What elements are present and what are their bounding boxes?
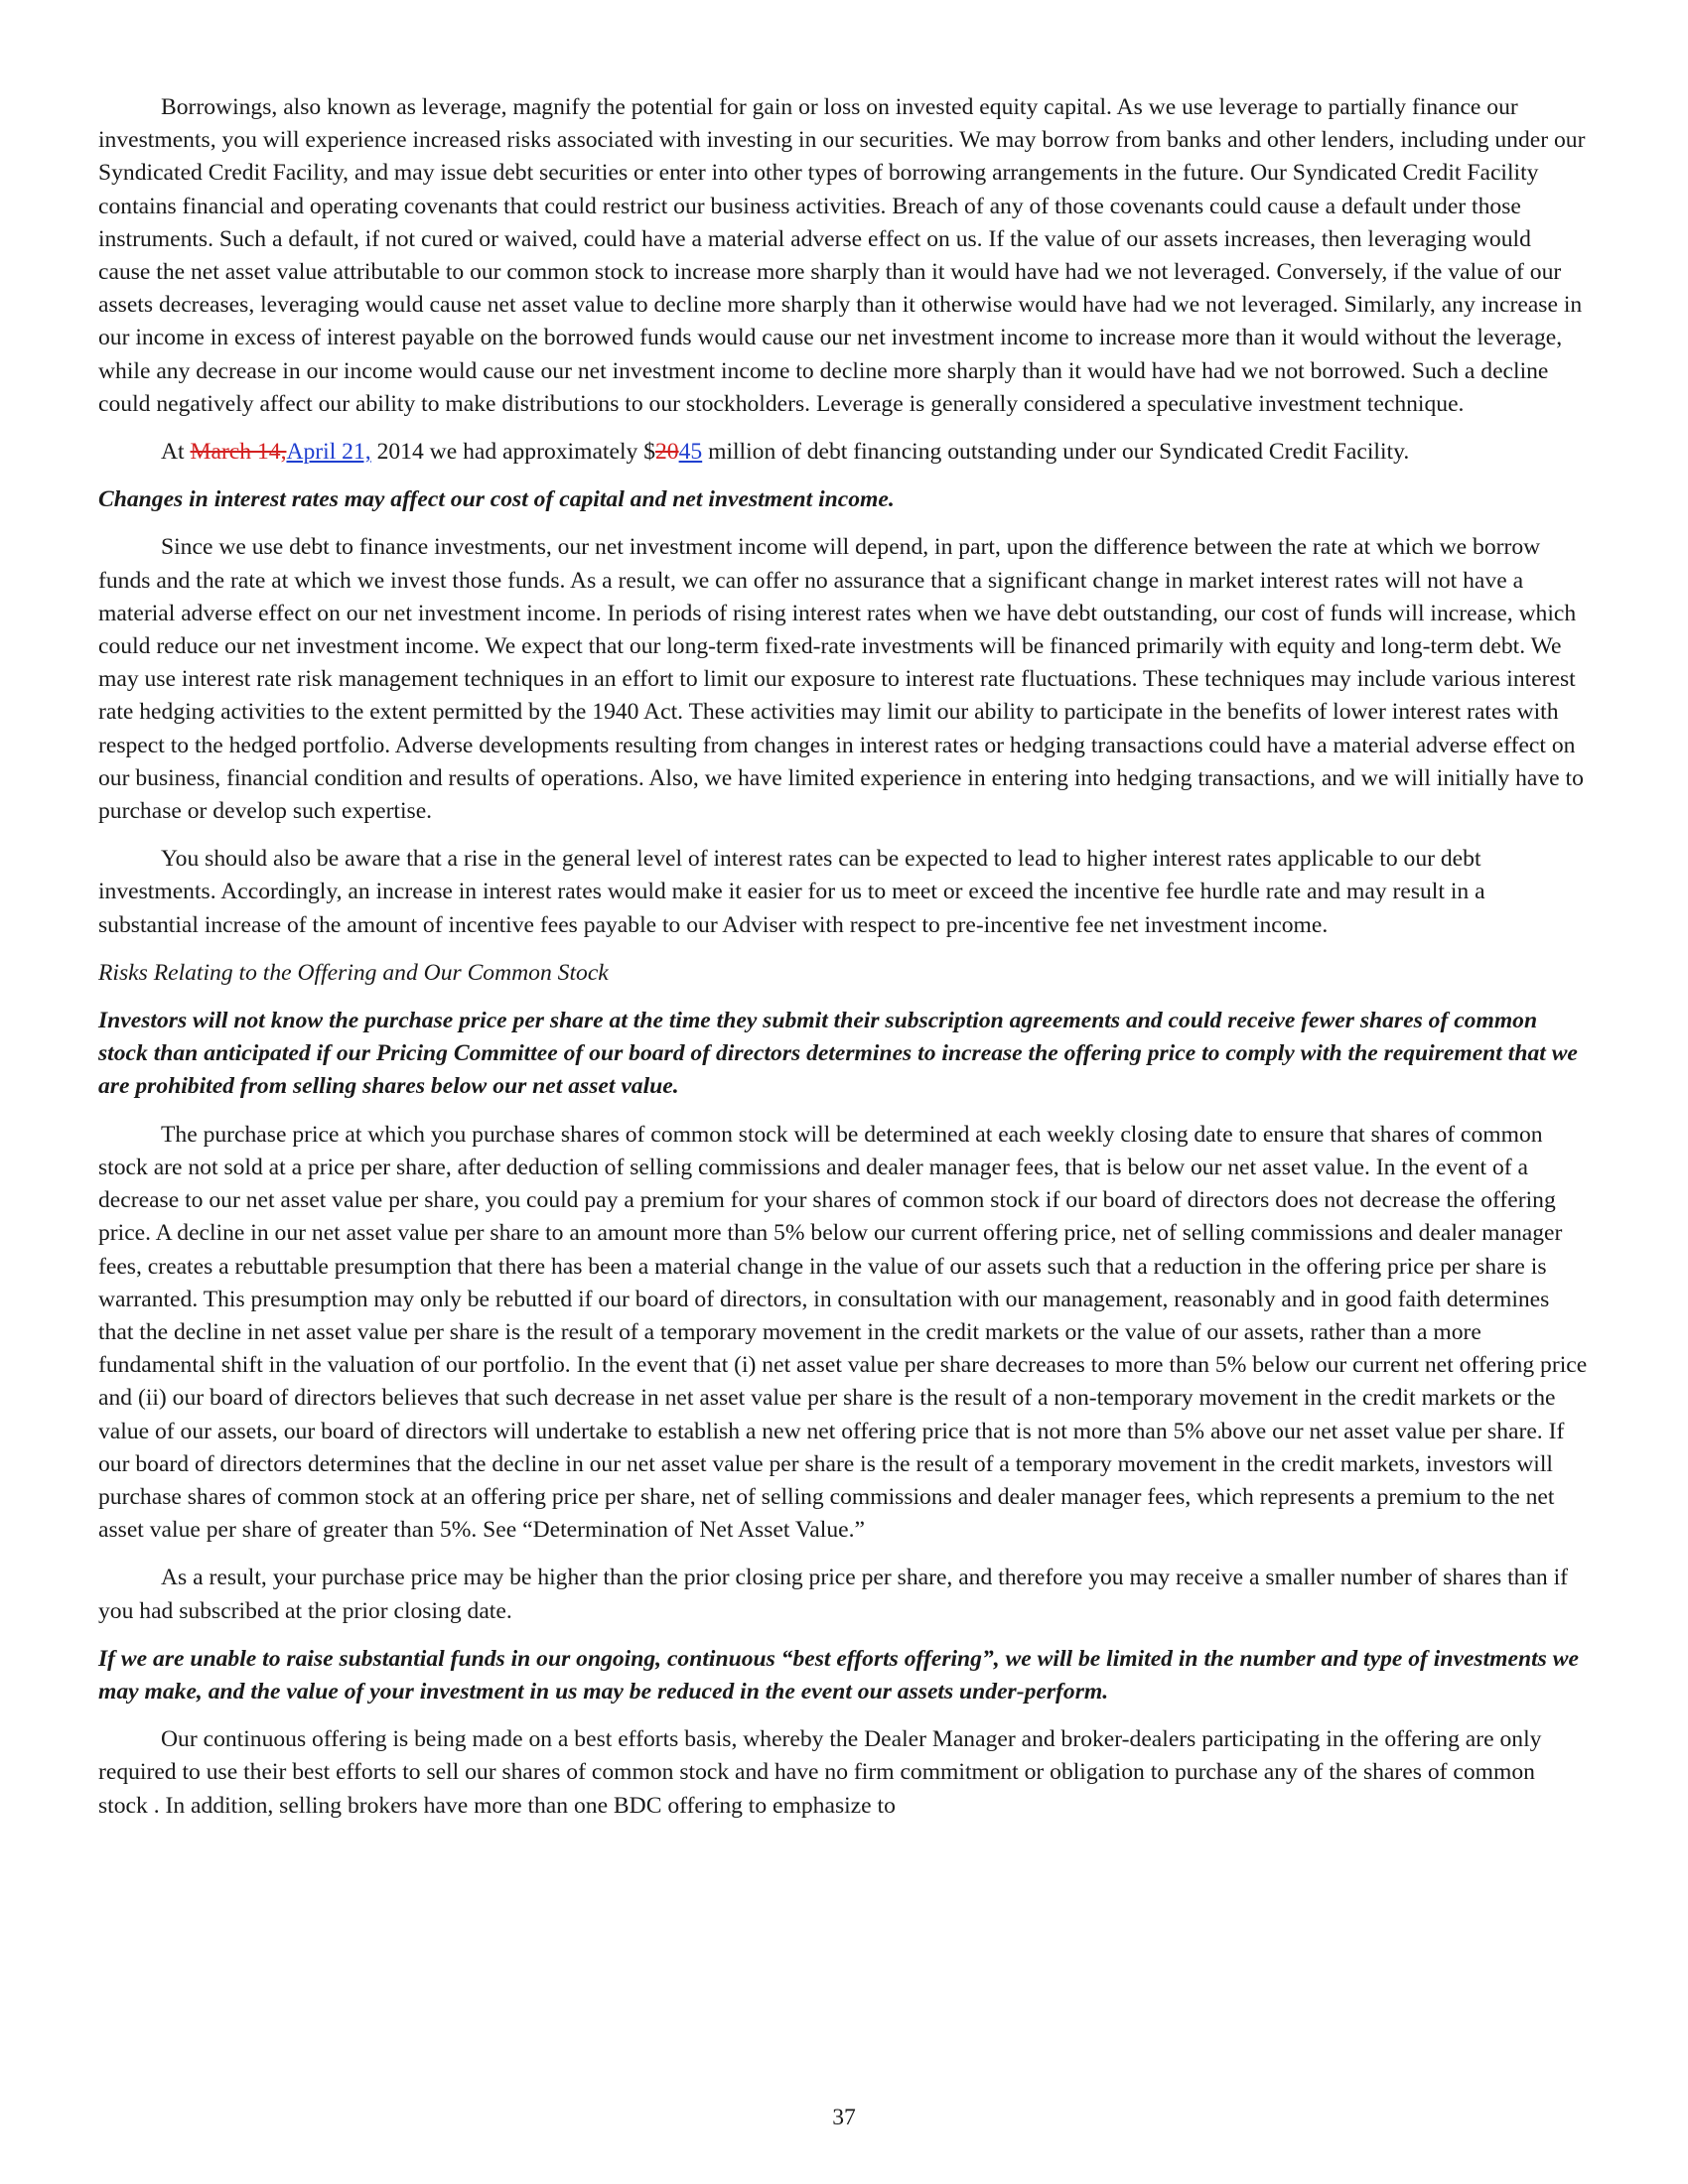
section-heading-offering-risks: Risks Relating to the Offering and Our Common Stock — [98, 959, 609, 986]
paragraph-debt-outstanding — [98, 436, 1589, 469]
paragraph-purchase-price: The purchase price at which you purchase shares of common stock will be determined at each weekly closing date to ensure that shares of common stock are not sold at a price per share, after deduction of selling commissions and dealer manager fees, that is below our net asset value. In the event of a decrease to our net asset value per share, you could pay a premium for your shares of common stock if our board of directors does not decrease the offering price. A decline in our net asset value per share to an amount more than 5% below our current offering price, net of selling commissions and dealer manager fees, creates a rebuttable presumption that there has been a material change in the value of our assets such that a reduction in the offering price per share is warranted. This presumption may only be rebutted if our board of directors, in consultation with our management, reasonably and in good faith determines that the decline in net asset value per share is the result of a temporary movement in the credit markets or the value of our assets, rather than a more fundamental shift in the valuation of our portfolio. In the event that (i) net asset value per share decreases to more than 5% below our current net offering price and (ii) our board of directors believes that such decrease in net asset value per share is the result of a non-temporary movement in the credit markets or the value of our assets, our board of directors will undertake to establish a new net offering price that is not more than 5% above our net asset value per share. If our board of directors determines that the decline in our net asset value per share is the result of a temporary movement in the credit markets, investors will purchase shares of common stock at an offering price per share, net of selling commissions and dealer manager fees, which represents a premium to the net asset value per share of greater than 5%. See “Determination of Net Asset Value.” — [98, 1121, 1588, 1544]
heading-best-efforts: If we are unable to raise substantial funds in our ongoing, continuous “best efforts offering”, we will be limited in the number and type of investments we may make, and the value of your investment in us may be reduced in the event our assets under-perform. — [98, 1645, 1579, 1705]
paragraph-interest-rates: Since we use debt to finance investments, our net investment income will depend, in part, upon the difference between the rate at which we borrow funds and the rate at which we invest those funds. As a result, we can offer no assurance that a significant change in market interest rates will not have a material adverse effect on our net investment income. In periods of rising interest rates when we have debt outstanding, our cost of funds will increase, which could reduce our net investment income. We expect that our long-term fixed-rate investments will be financed primarily with equity and long-term debt. We may use interest rate risk management techniques in an effort to limit our exposure to interest rate fluctuations. These techniques may include various interest rate hedging activities to the extent permitted by the 1940 Act. These activities may limit our ability to participate in the benefits of lower interest rates with respect to the hedged portfolio. Adverse developments resulting from changes in interest rates or hedging transactions could have a material adverse effect on our business, financial condition and results of operations. Also, we have limited experience in entering into hedging transactions, and we will initially have to purchase or develop such expertise. — [98, 534, 1584, 825]
inserted-text: April 21, — [286, 439, 371, 466]
text-segment: 2014 we had approximately $ — [370, 439, 655, 466]
paragraph-leverage: Borrowings, also known as leverage, magnify the potential for gain or loss on invested equity capital. As we use leverage to partially finance our investments, you will experience increased risks associated with investing in our securities. We may borrow from banks and other lenders, including under our Syndicated Credit Facility, and may issue debt securities or enter into other types of borrowing arrangements in the future. Our Syndicated Credit Facility contains financial and operating covenants that could restrict our business activities. Breach of any of those covenants could cause a default under those instruments. Such a default, if not cured or waived, could have a material adverse effect on us. If the value of our assets increases, then leveraging would cause the net asset value attributable to our common stock to increase more sharply than it would have had we not leveraged. Conversely, if the value of our assets decreases, leveraging would cause net asset value to decline more sharply than it otherwise would have had we not leveraged. Similarly, any increase in our income in excess of interest payable on the borrowed funds would cause our net investment income to increase more than it would without the leverage, while any decrease in our income would cause our net investment income to decline more sharply than it would have had we not borrowed. Such a decline could negatively affect our ability to make distributions to our stockholders. Leverage is generally considered a speculative investment technique. — [98, 94, 1586, 417]
paragraph-closing-price: As a result, your purchase price may be higher than the prior closing price per share, and therefore you may receive a smaller number of shares than if you had subscribed at the prior closing date. — [98, 1565, 1569, 1624]
heading-purchase-price: Investors will not know the purchase price per share at the time they submit their subscription agreements and could receive fewer shares of common stock than anticipated if our Pricing Committee of our board of directors determines to increase the offering price to comply with the requirement that we are prohibited from selling shares below our net asset value. — [98, 1008, 1578, 1100]
text-segment: million of debt financing outstanding under our Syndicated Credit Facility. — [702, 439, 1410, 466]
paragraph-continuous-offering: Our continuous offering is being made on a best efforts basis, whereby the Dealer Manager and broker-dealers participating in the offering are only required to use their best efforts to sell our shares of common stock and have no firm commitment or obligation to purchase any of the shares of common stock . In addition, selling brokers have more than one BDC offering to emphasize to — [98, 1726, 1542, 1819]
text-segment: At — [161, 439, 191, 466]
deleted-text: March 14, — [190, 439, 287, 466]
page-number: 37 — [832, 2105, 856, 2130]
inserted-text: 45 — [678, 439, 703, 466]
paragraph-rise-in-rates: You should also be aware that a rise in the general level of interest rates can be expected to lead to higher interest rates applicable to our debt investments. Accordingly, an increase in interest rates would make it easier for us to meet or exceed the incentive fee hurdle rate and may result in a substantial increase of the amount of incentive fees payable to our Adviser with respect to pre-incentive fee net investment income. — [98, 846, 1485, 938]
deleted-text: 20 — [655, 439, 679, 466]
heading-interest-rates: Changes in interest rates may affect our cost of capital and net investment income. — [98, 486, 895, 513]
